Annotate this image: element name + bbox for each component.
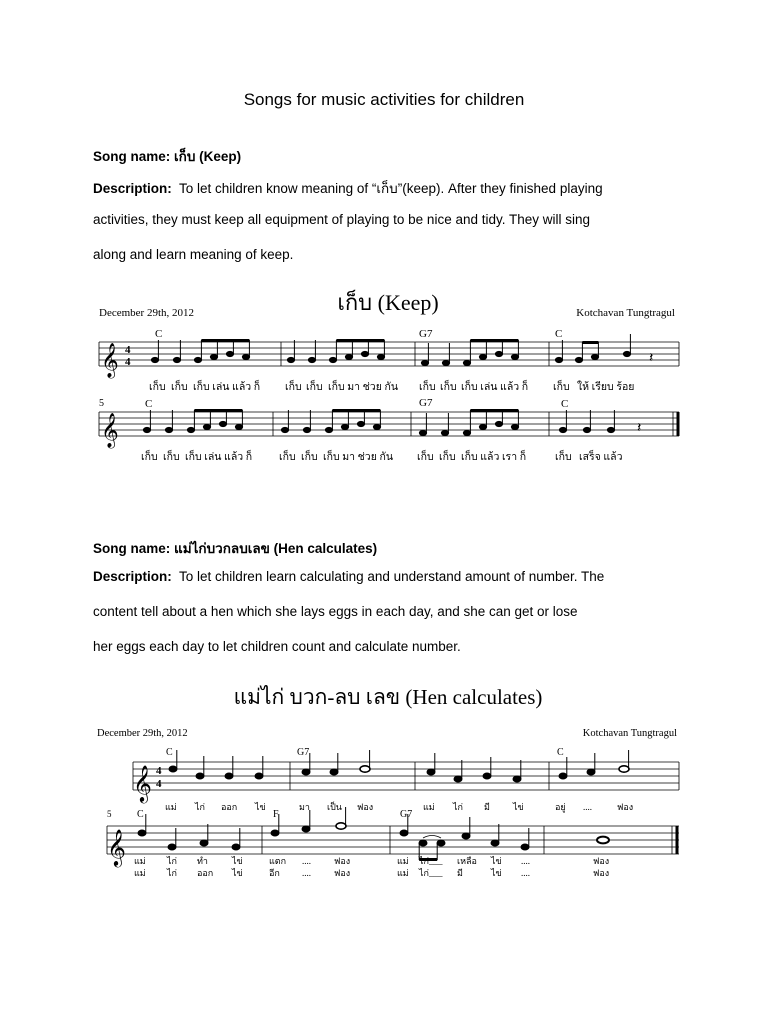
lyric: เสร็จ แล้ว xyxy=(579,452,623,463)
lyric: เก็บ xyxy=(439,452,456,463)
sheet-date: December 29th, 2012 xyxy=(99,307,194,319)
lyric: เก็บ xyxy=(417,452,434,463)
song-name-label: Song name: xyxy=(93,541,171,556)
lyric: เก็บ เล่น แล้ว ก็ xyxy=(193,382,261,393)
lyric: มี xyxy=(484,802,490,812)
treble-clef-icon: 𝄞 xyxy=(107,828,126,866)
song-2-description-line-3: her eggs each day to let children count and calculate number. xyxy=(93,639,461,654)
lyric-line-2: .... xyxy=(302,868,311,878)
description-text: To let children know meaning of “เก็บ”(keep). After they finished playing xyxy=(179,181,603,196)
lyric: ออก xyxy=(221,802,238,812)
treble-clef-icon: 𝄞 xyxy=(101,343,119,378)
lyric: เก็บ มา ช่วย กัน xyxy=(328,382,399,393)
lyric-line-2: แม่ xyxy=(134,868,146,878)
staff-system-1 xyxy=(99,328,679,393)
song-2-description-line-1 xyxy=(93,569,604,584)
svg-text:𝄽: 𝄽 xyxy=(649,350,654,366)
lyric: ไข่ xyxy=(255,802,266,812)
lyric: ฟอง xyxy=(334,856,351,866)
chord-symbol: G7 xyxy=(419,328,433,340)
lyric: เก็บ xyxy=(163,452,180,463)
lyric: ฟอง xyxy=(357,802,374,812)
lyric: เก็บ xyxy=(419,382,436,393)
notes-system-2 xyxy=(138,807,609,860)
chord-symbol: C xyxy=(137,809,144,820)
lyric: ไข่ xyxy=(232,856,243,866)
lyric: เก็บ มา ช่วย กัน xyxy=(323,452,394,463)
lyric: ไก่ xyxy=(453,802,463,812)
song-1-description-line-3: along and learn meaning of keep. xyxy=(93,247,294,262)
lyric: เก็บ xyxy=(141,452,158,463)
treble-clef-icon: 𝄞 xyxy=(101,413,119,448)
lyric: .... xyxy=(583,802,592,812)
sheet-composer: Kotchavan Tungtragul xyxy=(582,728,677,739)
treble-clef-icon: 𝄞 xyxy=(133,764,152,802)
lyric: เก็บ xyxy=(171,382,188,393)
song-1-description-line-1 xyxy=(93,177,603,199)
lyric-line-2: แม่ xyxy=(397,868,409,878)
lyric: เก็บ แล้ว เรา ก็ xyxy=(461,452,527,463)
chord-symbol: G7 xyxy=(419,397,433,409)
lyric: เก็บ เล่น แล้ว ก็ xyxy=(461,382,529,393)
lyric: ไข่ xyxy=(491,856,502,866)
lyric-line-2: ไข่ xyxy=(232,868,243,878)
lyric: มา xyxy=(299,802,310,812)
chord-symbol: F xyxy=(273,809,279,820)
lyric: แม่ xyxy=(423,802,435,812)
lyric: เก็บ เล่น แล้ว ก็ xyxy=(185,452,253,463)
lyric-line-2: ไข่ xyxy=(491,868,502,878)
lyric: ทำ xyxy=(197,856,208,866)
song-1-name: เก็บ (Keep) xyxy=(174,149,242,164)
staff-system-1 xyxy=(133,747,679,813)
lyric: เก็บ xyxy=(301,452,318,463)
lyric: ไก่ xyxy=(167,856,177,866)
lyric: เก็บ xyxy=(553,382,570,393)
lyric: ไข่ xyxy=(513,802,524,812)
song-1-description-line-2: activities, they must keep all equipment of playing to be nice and tidy. They will sing xyxy=(93,212,591,227)
time-signature-bottom: 4 xyxy=(156,778,162,790)
svg-text:𝄽: 𝄽 xyxy=(637,420,642,436)
time-signature-top: 4 xyxy=(125,344,131,356)
song-2-name-line xyxy=(93,537,377,559)
lyric: ให้ เรียบ ร้อย xyxy=(577,382,635,393)
lyric: อยู่ xyxy=(555,802,566,812)
lyric: ฟอง xyxy=(593,856,610,866)
lyric: แม่ xyxy=(165,802,177,812)
lyric: เป็น xyxy=(327,802,342,812)
time-signature-bottom: 4 xyxy=(125,356,131,368)
lyric: .... xyxy=(302,856,311,866)
measure-number: 5 xyxy=(107,809,112,819)
lyric-line-2: ออก xyxy=(197,868,214,878)
staff-system-2 xyxy=(107,807,679,878)
lyric: เก็บ xyxy=(149,382,166,393)
lyric: เหลือ xyxy=(457,856,477,866)
time-signature-top: 4 xyxy=(156,765,162,777)
lyric: แตก xyxy=(269,856,287,866)
chord-symbol: C xyxy=(155,328,163,340)
chord-symbol: G7 xyxy=(400,809,413,820)
song-1-name-line xyxy=(93,145,241,167)
page-title: Songs for music activities for children xyxy=(243,90,525,109)
chord-symbol: C xyxy=(557,747,564,758)
lyric: ไก่___ xyxy=(419,856,443,866)
lyric: ฟอง xyxy=(617,802,634,812)
chord-symbol: C xyxy=(555,328,563,340)
sheet-title: แม่ไก่ บวก-ลบ เลข (Hen calculates) xyxy=(233,685,543,709)
chord-symbol: G7 xyxy=(297,747,310,758)
lyric: แม่ xyxy=(397,856,409,866)
lyric: ไก่ xyxy=(195,802,205,812)
lyric: เก็บ xyxy=(285,382,302,393)
song-name-label: Song name: xyxy=(93,149,171,164)
lyric: เก็บ xyxy=(440,382,457,393)
lyric-line-2: ไก่___ xyxy=(419,868,443,878)
song-1-sheet-music xyxy=(93,288,683,468)
description-label: Description: xyxy=(93,181,172,196)
lyric: เก็บ xyxy=(555,452,572,463)
lyric-line-2: อีก xyxy=(269,868,280,878)
lyric: เก็บ xyxy=(306,382,323,393)
song-2-sheet-music xyxy=(93,680,683,880)
notes-system-1 xyxy=(151,334,653,366)
staff-system-2 xyxy=(99,397,679,463)
lyric: แม่ xyxy=(134,856,146,866)
sheet-composer: Kotchavan Tungtragul xyxy=(576,307,675,319)
song-2-name: แม่ไก่บวกลบเลข (Hen calculates) xyxy=(174,541,378,556)
sheet-title: เก็บ (Keep) xyxy=(337,290,439,315)
lyric-line-2: ฟอง xyxy=(334,868,351,878)
sheet-date: December 29th, 2012 xyxy=(97,728,188,739)
lyric-line-2: ฟอง xyxy=(593,868,610,878)
chord-symbol: C xyxy=(145,398,153,410)
notes-system-2 xyxy=(143,410,641,436)
chord-symbol: C xyxy=(166,747,173,758)
lyric: เก็บ xyxy=(279,452,296,463)
lyric: .... xyxy=(521,856,530,866)
lyric-line-2: ไก่ xyxy=(167,868,177,878)
measure-number: 5 xyxy=(99,398,104,409)
chord-symbol: C xyxy=(561,398,569,410)
song-2-description-line-2: content tell about a hen which she lays eggs in each day, and she can get or lose xyxy=(93,604,578,619)
description-label: Description: xyxy=(93,569,172,584)
description-text: To let children learn calculating and understand amount of number. The xyxy=(179,569,605,584)
lyric-line-2: มี xyxy=(457,868,463,878)
lyric-line-2: .... xyxy=(521,868,530,878)
